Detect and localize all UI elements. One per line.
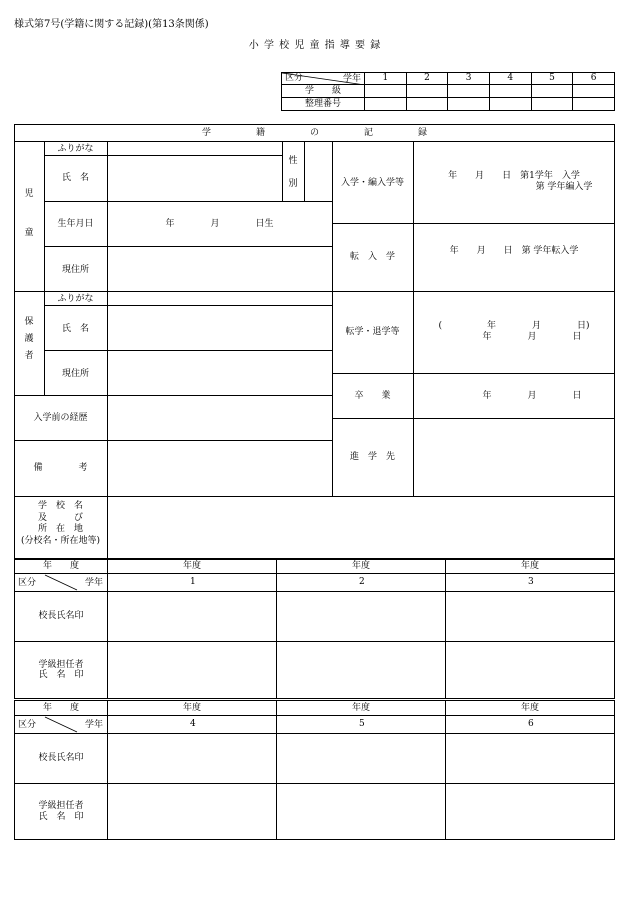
- corner-left: 区分: [18, 578, 37, 588]
- guardian-name-label: 氏 名: [61, 324, 89, 334]
- withdraw-value[interactable]: ( 年 月 日) 年 月 日: [438, 321, 590, 343]
- grade-header: 5: [531, 73, 573, 85]
- grade-number: 3: [446, 574, 615, 592]
- grade-header: 6: [573, 73, 615, 85]
- fiscal-year-cell[interactable]: 年度: [446, 701, 615, 716]
- child-side-label: 児 童: [24, 189, 34, 238]
- withdraw-label: 転学・退学等: [345, 327, 400, 337]
- teacher-label: 学級担任者 氏 名 印: [15, 784, 108, 840]
- grade-number: 5: [277, 716, 446, 734]
- grade-corner-cell: [15, 716, 108, 734]
- number-cell[interactable]: [489, 98, 531, 111]
- guardian-furigana-label: ふりがな: [57, 294, 94, 304]
- fiscal-year-cell[interactable]: 年度: [277, 559, 446, 574]
- number-cell[interactable]: [406, 98, 448, 111]
- signature-cell[interactable]: [446, 592, 615, 642]
- corner-right: 学年: [84, 720, 103, 730]
- class-cell[interactable]: [531, 85, 573, 98]
- next-school-label: 進 学 先: [349, 452, 395, 462]
- number-row-label: 整理番号: [282, 98, 365, 111]
- class-cell[interactable]: [406, 85, 448, 98]
- year-label: 年 度: [15, 701, 108, 716]
- signature-cell[interactable]: [446, 784, 615, 840]
- grade-number: 4: [108, 716, 277, 734]
- transfer-in-label: 転 入 学: [349, 252, 395, 262]
- class-row-label: 学 級: [282, 85, 365, 98]
- prior-history-label: 入学前の経歴: [33, 413, 88, 423]
- signature-cell[interactable]: [108, 734, 277, 784]
- signature-cell[interactable]: [277, 642, 446, 699]
- corner-right: 学年: [342, 74, 361, 84]
- class-table: [281, 72, 615, 111]
- principal-label: 校長氏名印: [15, 592, 108, 642]
- number-cell[interactable]: [448, 98, 490, 111]
- grade-header: 3: [448, 73, 490, 85]
- form-label: 様式第7号(学籍に関する記録)(第13条関係): [14, 19, 209, 30]
- number-cell[interactable]: [531, 98, 573, 111]
- graduation-value[interactable]: 年 月 日: [482, 391, 582, 401]
- child-name-label: 氏 名: [61, 173, 89, 183]
- enroll-label: 入学・編入学等: [340, 178, 404, 188]
- fiscal-year-cell[interactable]: 年度: [108, 701, 277, 716]
- signature-cell[interactable]: [108, 592, 277, 642]
- grade-corner-cell: [282, 73, 365, 85]
- birthdate-label: 生年月日: [57, 219, 94, 229]
- signature-cell[interactable]: [446, 734, 615, 784]
- guardian-address-label: 現住所: [61, 369, 89, 379]
- child-address-label: 現住所: [61, 265, 89, 275]
- record-banner: 学 籍 の 記 録: [201, 128, 427, 138]
- grade-header: 4: [489, 73, 531, 85]
- graduation-label: 卒 業: [354, 391, 391, 401]
- corner-right: 学年: [84, 578, 103, 588]
- corner-left: 区分: [18, 720, 37, 730]
- guardian-side-label: 保 護 者: [24, 317, 34, 361]
- signature-cell[interactable]: [277, 592, 446, 642]
- class-cell[interactable]: [573, 85, 615, 98]
- signature-cell[interactable]: [446, 642, 615, 699]
- child-sex-label: 性 別: [288, 156, 298, 189]
- year-label: 年 度: [15, 559, 108, 574]
- signature-cell[interactable]: [277, 734, 446, 784]
- child-furigana-label: ふりがな: [57, 144, 94, 154]
- fiscal-year-cell[interactable]: 年度: [446, 559, 615, 574]
- signature-cell[interactable]: [108, 784, 277, 840]
- signature-cell[interactable]: [108, 642, 277, 699]
- grade-header: 2: [406, 73, 448, 85]
- signature-cell[interactable]: [277, 784, 446, 840]
- yearly-table-2: [14, 700, 615, 840]
- class-cell[interactable]: [448, 85, 490, 98]
- teacher-label: 学級担任者 氏 名 印: [15, 642, 108, 699]
- remarks-label: 備 考: [33, 463, 88, 473]
- fiscal-year-cell[interactable]: 年度: [108, 559, 277, 574]
- class-cell[interactable]: [365, 85, 407, 98]
- grade-number: 1: [108, 574, 277, 592]
- grade-number: 6: [446, 716, 615, 734]
- grade-number: 2: [277, 574, 446, 592]
- enroll-value[interactable]: 年 月 日 第1学年 入学 第 学年編入学: [448, 171, 593, 193]
- class-cell[interactable]: [489, 85, 531, 98]
- page-title: 小 学 校 児 童 指 導 要 録: [248, 40, 382, 51]
- fiscal-year-cell[interactable]: 年度: [277, 701, 446, 716]
- transfer-in-value[interactable]: 年 月 日 第 学年転入学: [449, 246, 579, 256]
- number-cell[interactable]: [573, 98, 615, 111]
- number-cell[interactable]: [365, 98, 407, 111]
- grade-corner-cell: [15, 574, 108, 592]
- grade-header: 1: [365, 73, 407, 85]
- principal-label: 校長氏名印: [15, 734, 108, 784]
- birthdate-value[interactable]: 年 月 日生: [165, 219, 274, 229]
- corner-left: 区分: [285, 72, 304, 83]
- school-name-label: 学 校 名 及 び 所 在 地 (分校名・所在地等): [20, 501, 101, 547]
- yearly-table-1: [14, 558, 615, 699]
